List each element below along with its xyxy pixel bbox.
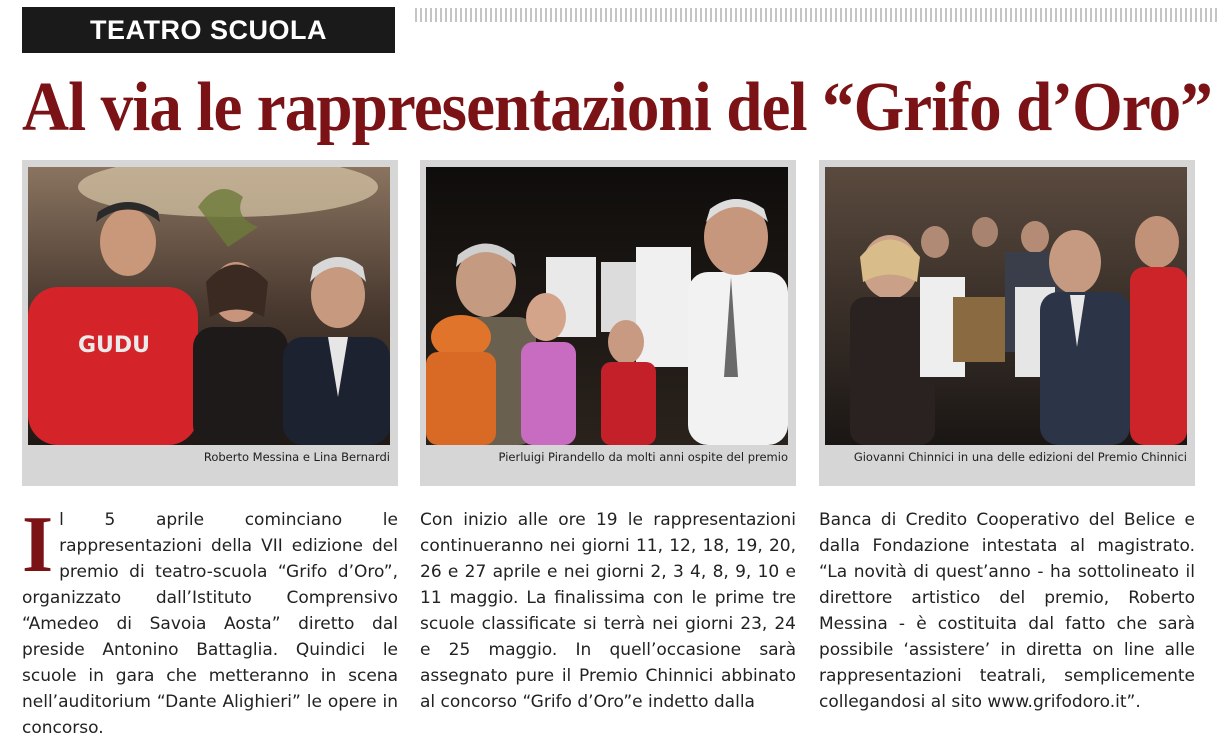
article-column-1-text: l 5 aprile cominciano le rappresentazioni della VII edizione del premio di teatro-scuola “Grifo d’Oro”, organizzato dall’Istituto Comprensivo “Amedeo di Savoia Aosta” diretto dal preside Antonino Battaglia. Quindici le scuole in gara che metteranno in scena nell’auditorium “Dante Alighieri” le opere in concorso.	[22, 510, 398, 738]
article-column-2: Con inizio alle ore 19 le rappresentazioni continueranno nei giorni 11, 12, 18, 19, 20, 26 e 27 aprile e nei giorni 2, 3 4, 8, 9, 10 e 11 maggio. La finalissima con le prime tre scuole classificate si terrà nei giorni 23, 24 e 25 maggio. In quell’occasione sarà assegnato pure il Premio Chinnici abbinato al concorso “Grifo d’Oro”e indetto dalla	[420, 510, 796, 712]
photo-2-image	[426, 167, 788, 445]
photo-3-caption: Giovanni Chinnici in una delle edizioni del Premio Chinnici	[853, 450, 1187, 464]
photo-card-2	[420, 160, 796, 486]
headline: Al via le rappresentazioni del “Grifo d’Oro”	[22, 69, 1212, 146]
drop-cap: I	[22, 501, 54, 589]
photo-card-1	[22, 160, 398, 486]
article-column-3: Banca di Credito Cooperativo del Belice e dalla Fondazione intestata al magistrato. “La novità di quest’anno - ha sottolineato il direttore artistico del premio, Roberto Messina - è costituita dal fatto che sarà possibile ‘assistere’ in diretta on line alle rappresentazioni teatrali, semplicemente collegandosi al sito www.grifodoro.it”.	[819, 510, 1195, 712]
section-tag: TEATRO SCUOLA	[22, 7, 395, 53]
photo-1	[28, 167, 390, 445]
photo-2-caption: Pierluigi Pirandello da molti anni ospite del premio	[498, 450, 788, 464]
header-rule	[415, 8, 1220, 22]
photo-1-caption: Roberto Messina e Lina Bernardi	[203, 450, 390, 464]
photo-card-3	[819, 160, 1195, 486]
photo-3-image	[825, 167, 1187, 445]
svg-text:GUDU: GUDU	[78, 333, 151, 358]
photo-3	[825, 167, 1187, 445]
photo-1-image	[28, 167, 390, 445]
article-column-1	[22, 501, 398, 741]
photo-2	[426, 167, 788, 445]
